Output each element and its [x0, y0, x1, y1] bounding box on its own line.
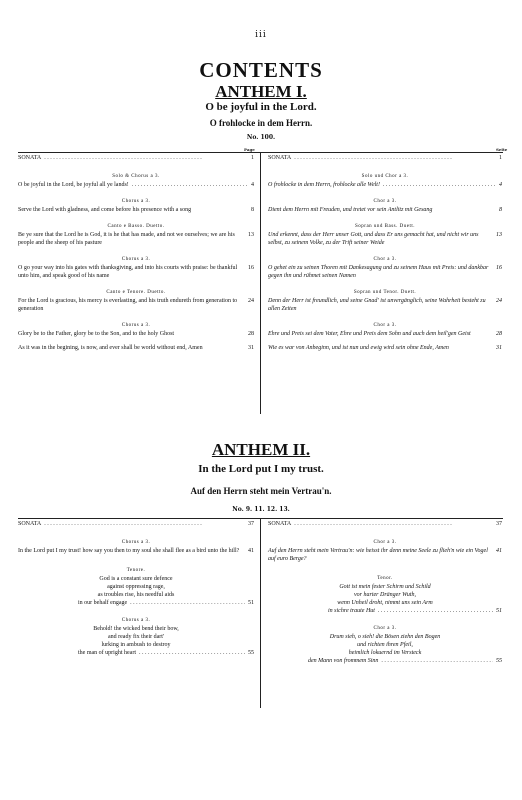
section-head: Chor a 3.	[373, 199, 397, 204]
entry: 31 As it was in the begining, is now, and ever shall be world without end, Amen	[18, 345, 254, 351]
anthem-2-subtitle: In the Lord put I my trust.	[198, 463, 324, 475]
section-head: Solo und Chor a 3.	[361, 174, 409, 179]
sonata-row	[268, 520, 502, 528]
anthem-2-number: No. 9. 11. 12. 13.	[232, 506, 290, 513]
section-head: Chorus a 3.	[121, 199, 151, 204]
anthem-2-title: ANTHEM II.	[211, 440, 311, 459]
anthem-1-subtitle: O be joyful in the Lord.	[205, 101, 317, 113]
entry: 41 In the Lord put I my trust! how say you then to my soul she shall flee as a bird unto the hill?	[18, 548, 254, 554]
seite-column-label: Seite	[496, 147, 508, 152]
entry: 13 Und erkennt, dass der Herr unser Gott, und dass Er uns gemacht hat, und nicht wir uns selbst, zu seinem Volke, zu der Trift seiner Weide	[268, 232, 502, 246]
page-column-label: Page	[244, 147, 255, 152]
section-head: Chorus a 3.	[121, 618, 151, 623]
entry: 31 Wie es war von Anbeginn, und ist nun und ewig wird sein ohne Ende, Amen	[268, 345, 502, 351]
sonata-row	[18, 520, 254, 528]
entry: 8 Serve the Lord with gladness, and come before his presence with a song	[18, 207, 254, 213]
anthem-1-left-column	[18, 154, 254, 352]
entry: 13 Be ye sure that the Lord he is God, it is he that has made, and not we ourselves; we are his people and the sheep of his pasture	[18, 232, 254, 246]
anthem-1-title: ANTHEM I.	[215, 82, 307, 101]
entry: O frohlocke in dem Herrn, frohlocke alle Welt! . . . 4	[268, 181, 502, 189]
page-title: CONTENTS	[199, 58, 323, 82]
anthem-2-left-column	[18, 520, 254, 657]
sonata-label: SONATA	[18, 521, 42, 527]
section-head: Chorus a 3.	[121, 323, 151, 328]
section-head: Chor a 3.	[373, 257, 397, 262]
sonata-label: SONATA	[268, 521, 292, 527]
anthem-1-right-column	[268, 154, 502, 352]
entry: O be joyful in the Lord, be joyful all ye lands! . . . 4	[18, 181, 254, 189]
verse: Behold! the wicked bend their bow, and ready fix their dart' lurking in ambush to destroy the man of upright heart . . . 55	[18, 625, 254, 657]
entry: 16 O gehet ein zu seinen Thoren mit Dankesagung und zu seinem Haus mit Preis: und dankbar gegen ihn und rühmet seinen Namen	[268, 265, 502, 279]
section-head: Chor a 3.	[373, 323, 397, 328]
column-divider	[260, 152, 261, 414]
verse: God is a constant sure defence against oppressing rage, as troubles rise, his needful aids in our behalf engage . . . 51	[18, 575, 254, 607]
sonata-label: SONATA	[268, 155, 292, 161]
section-head: Sopran und Bass. Duett.	[355, 224, 415, 229]
sonata-row	[268, 154, 502, 162]
section-head: Canto e Basso. Duetto.	[107, 224, 165, 229]
anthem-2-german-title: Auf den Herrn steht mein Vertrau'n.	[190, 486, 332, 496]
sonata-page: 37	[496, 521, 502, 527]
section-head: Chor a 3.	[373, 540, 397, 545]
section-head: Chor a 3.	[373, 626, 397, 631]
section-head: Tenor.	[377, 576, 393, 581]
section-head: Sopran und Tenor. Duett.	[353, 290, 417, 295]
sonata-page: 1	[499, 155, 502, 161]
anthem-2-column-divider	[260, 518, 261, 708]
entry: 28 Glory be to the Father, glory be to the Son, and to the holy Ghost	[18, 331, 254, 337]
sonata-page: 37	[248, 521, 254, 527]
anthem-2-right-column	[268, 520, 502, 665]
entry: 16 O go your way into his gates with thanksgiving, and into his courts with praise: be thankful unto him, and speak good of his name	[18, 265, 254, 279]
section-head: Solo & Chorus a 3.	[112, 174, 160, 179]
sonata-label: SONATA	[18, 155, 42, 161]
page-number: iii	[255, 30, 267, 40]
sonata-row	[18, 154, 254, 162]
section-head: Chorus a 3.	[121, 257, 151, 262]
section-head: Chorus a 3.	[121, 540, 151, 545]
entry: 41 Auf den Herrn steht mein Vertrau'n: wie heisst ihr denn meine Seele zu flieh'n wie ein Vogel auf euro Berge?	[268, 548, 502, 562]
entry: 28 Ehre und Preis sei dem Vater, Ehre und Preis dem Sohn und auch dem heil'gen Geist	[268, 331, 502, 337]
anthem-1-number: No. 100.	[246, 134, 276, 141]
entry: 24 Denn der Herr ist freundlich, und seine Gnad' ist unvergänglich, seine Wahrheit besteht zu allen Zeiten	[268, 298, 502, 312]
section-head: Tenore.	[126, 568, 146, 573]
section-head: Canto e Tenore. Duetto.	[106, 290, 166, 295]
verse: Gott ist mein fester Schirm und Schild vor harter Dränger Wuth, wenn Unheil droht, nimmt uns sein Arm in sichre traute Hut . . . 51	[268, 583, 502, 615]
entry: 24 For the Lord is gracious, his mercy is everlasting, and his truth endureth from generation to generation	[18, 298, 254, 312]
verse: Drum sieh, o sieh! die Bösen ziehn den Bogen und richten ihren Pfeil, heimlich lokuernd im Versteck den Mann von frommem Sinn . . . 55	[268, 633, 502, 665]
entry: 8 Dient dem Herrn mit Freuden, und tretet vor sein Antlitz mit Gesang	[268, 207, 502, 213]
anthem-1-german-title: O frohlocke in dem Herrn.	[209, 118, 313, 128]
sonata-page: 1	[251, 155, 254, 161]
